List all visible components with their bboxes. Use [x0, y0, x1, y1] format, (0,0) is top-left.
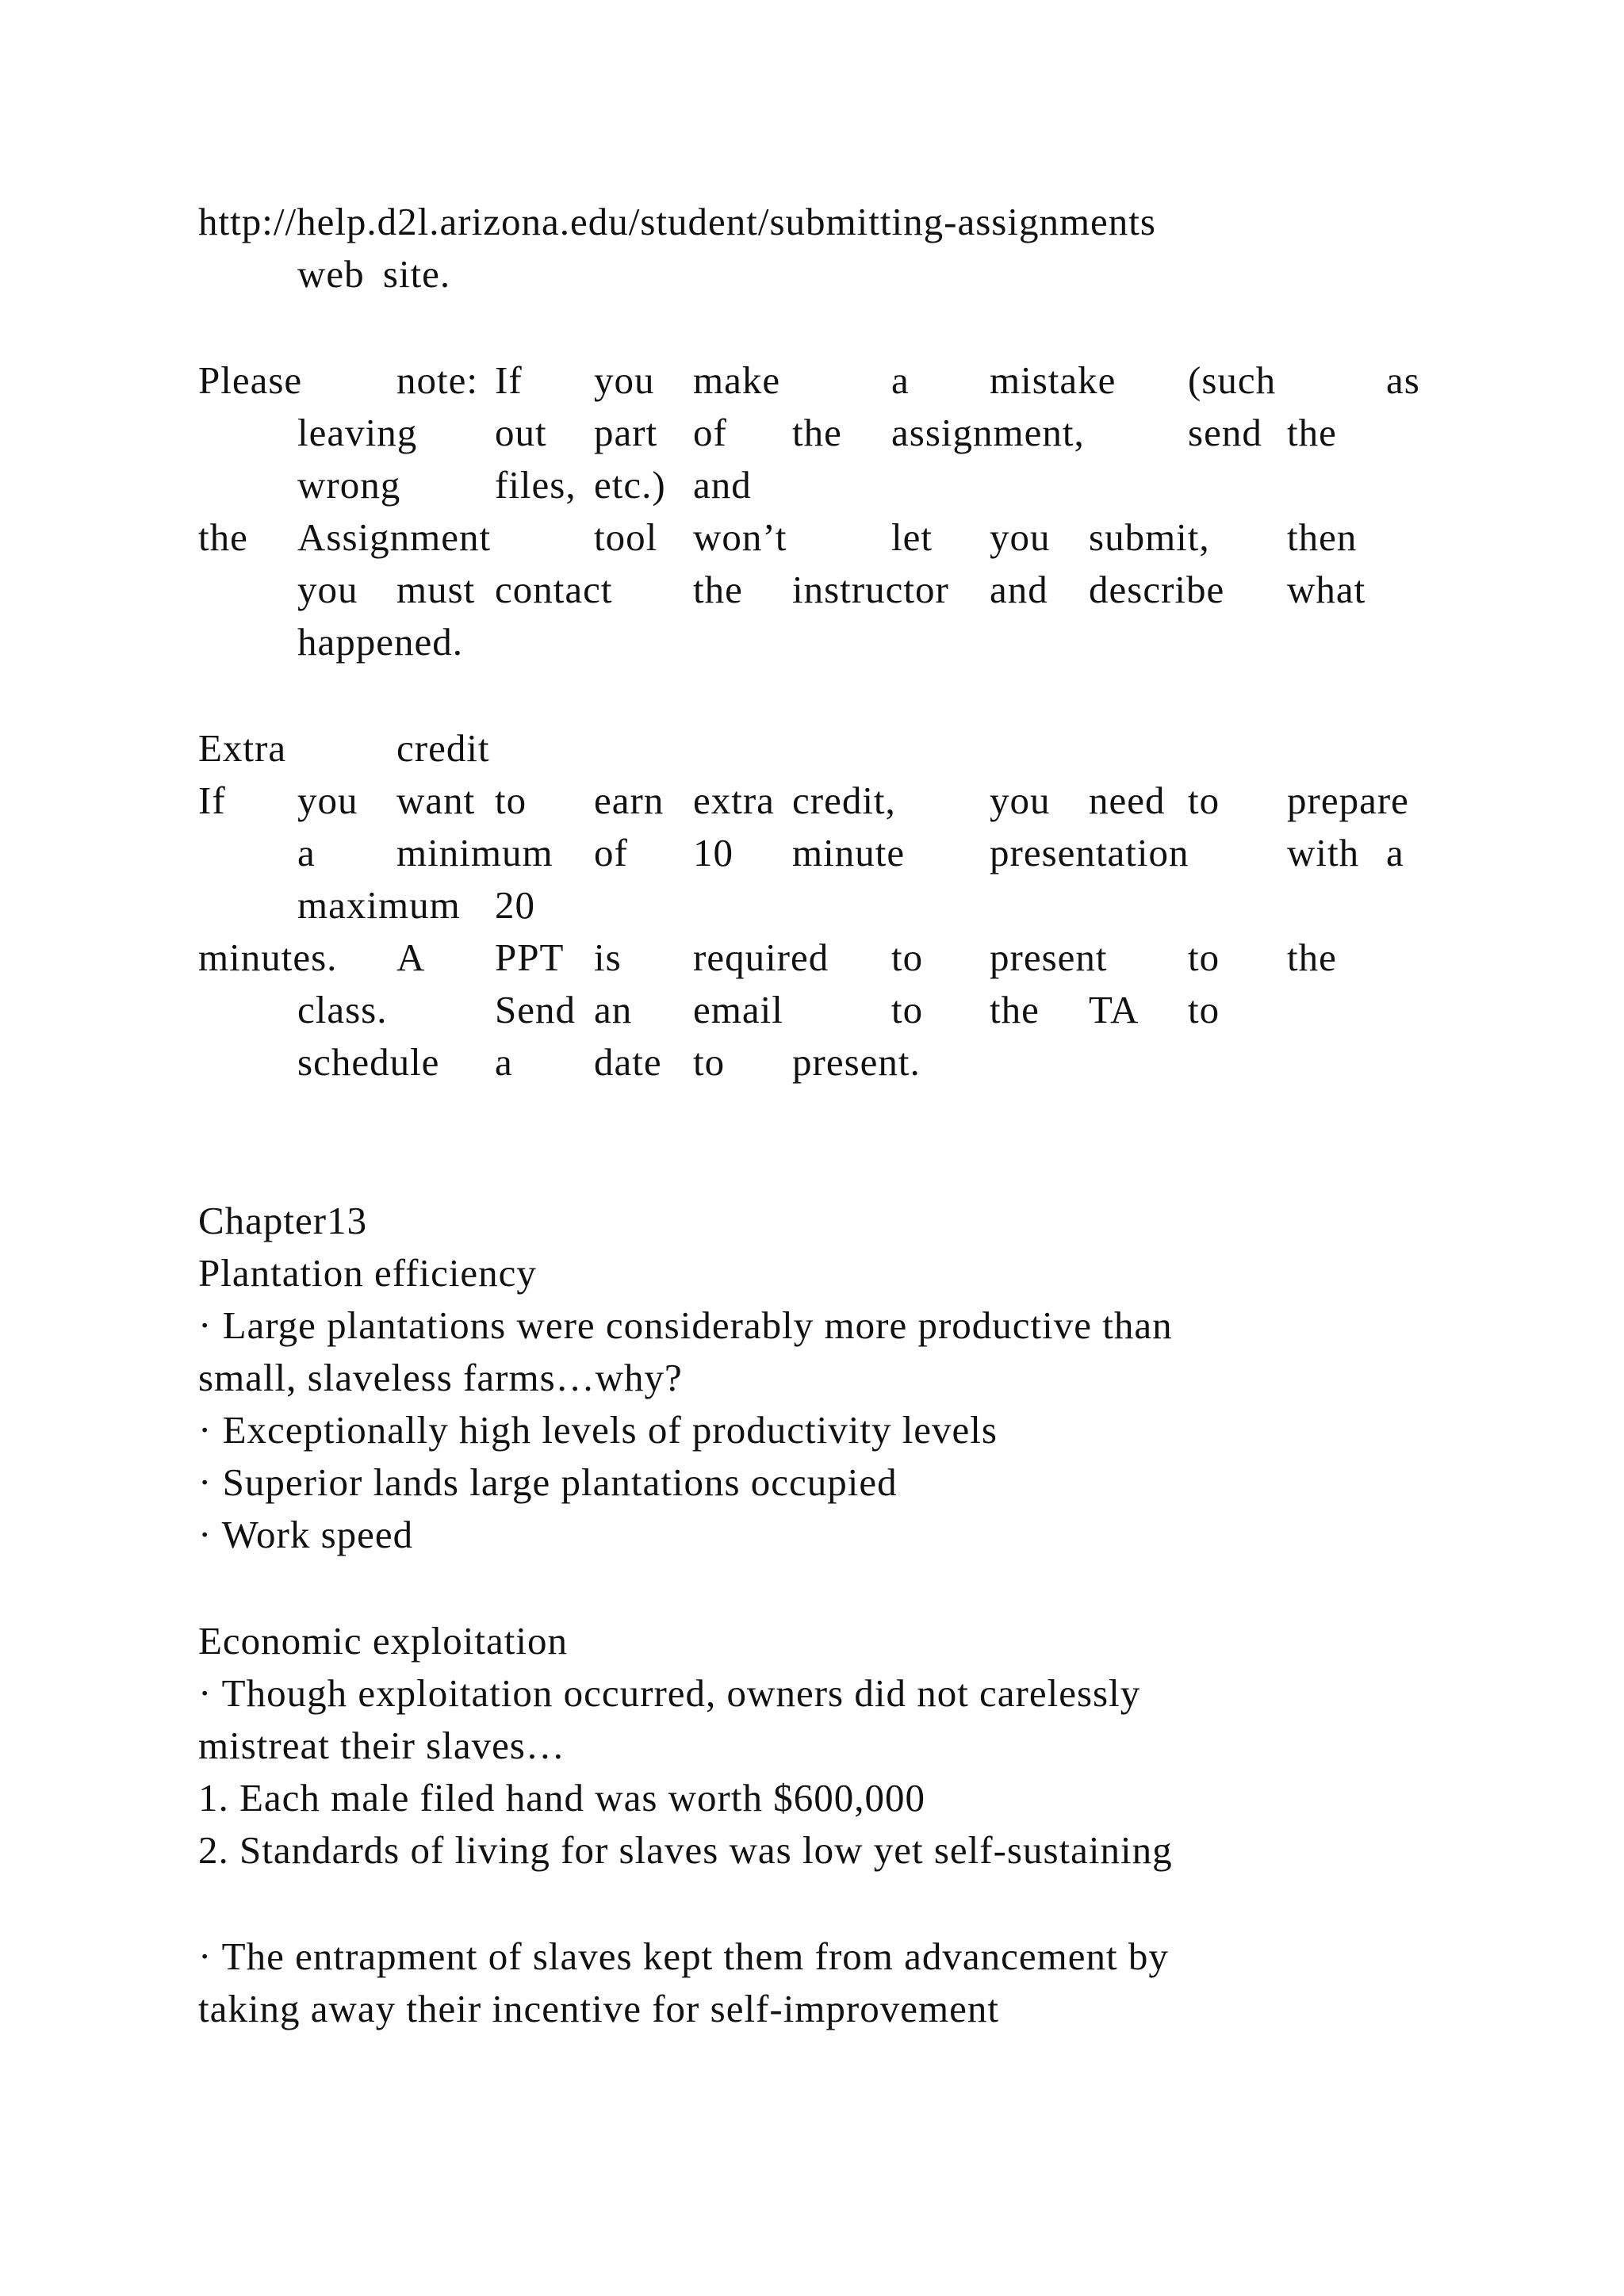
word: present.	[792, 1040, 921, 1084]
extra-line-3	[0, 879, 1624, 932]
word: need	[1089, 779, 1166, 822]
bullet-line	[0, 1509, 1624, 1561]
word: with	[1287, 831, 1360, 874]
word: you	[297, 568, 358, 611]
word: etc.)	[594, 463, 666, 507]
bullet-text: · Though exploitation occurred, owners did not carelessly	[198, 1671, 1141, 1715]
word: minutes.	[198, 936, 338, 979]
word: contact	[495, 568, 613, 611]
word: credit,	[792, 779, 896, 822]
bullet-text: · Large plantations were considerably more productive than	[198, 1303, 1173, 1347]
extra-line-6	[0, 1036, 1624, 1089]
word: minute	[792, 831, 906, 874]
word: note:	[396, 358, 478, 402]
word: the	[198, 515, 248, 559]
bullet-continuation-line	[0, 1352, 1624, 1404]
word: prepare	[1287, 779, 1409, 822]
word: send	[1188, 411, 1262, 454]
chapter-heading: Chapter13	[198, 1199, 368, 1242]
word: make	[693, 358, 781, 402]
word: happened.	[297, 620, 463, 664]
section-title: Economic exploitation	[198, 1619, 568, 1663]
bullet-continuation-line	[0, 1983, 1624, 2035]
numbered-item-text: 2. Standards of living for slaves was low yet self-sustaining	[198, 1828, 1173, 1872]
numbered-item-line	[0, 1824, 1624, 1877]
word: you	[990, 779, 1051, 822]
word: If	[198, 779, 226, 822]
word: leaving	[297, 411, 418, 454]
bullet-line	[0, 1667, 1624, 1720]
word: presentation	[990, 831, 1189, 874]
word: as	[1386, 358, 1420, 402]
word: to	[495, 779, 527, 822]
word: date	[594, 1040, 662, 1084]
word: describe	[1089, 568, 1225, 611]
url-text: http://help.d2l.arizona.edu/student/submitting-assignments	[198, 200, 1156, 243]
word: you	[990, 515, 1051, 559]
word: the	[792, 411, 842, 454]
word: and	[693, 463, 752, 507]
word: to	[1188, 779, 1220, 822]
word: 20	[495, 883, 535, 927]
word: an	[594, 988, 633, 1031]
word: part	[594, 411, 658, 454]
word: extra	[693, 779, 775, 822]
word: email	[693, 988, 783, 1031]
bullet-text: · Superior lands large plantations occupied	[198, 1460, 898, 1504]
bullet-text: small, slaveless farms…why?	[198, 1356, 683, 1399]
word: If	[495, 358, 523, 402]
word: Send	[495, 988, 576, 1031]
bullet-text: · The entrapment of slaves kept them from advancement by	[198, 1934, 1169, 1978]
word: to	[891, 936, 924, 979]
word: must	[396, 568, 476, 611]
note-line-1	[0, 354, 1624, 407]
bullet-text: · Exceptionally high levels of productivity levels	[198, 1408, 998, 1452]
section-title: Plantation efficiency	[198, 1251, 537, 1295]
url-line	[0, 196, 1624, 248]
word: the	[1287, 411, 1337, 454]
word: present	[990, 936, 1108, 979]
word: PPT	[495, 936, 565, 979]
numbered-item-line	[0, 1772, 1624, 1824]
extra-credit-heading	[0, 722, 1624, 775]
url-suffix-line	[0, 248, 1624, 300]
bullet-line	[0, 1456, 1624, 1509]
word: required	[693, 936, 829, 979]
word: instructor	[792, 568, 949, 611]
word: schedule	[297, 1040, 440, 1084]
word: Extra	[198, 726, 287, 770]
word: to	[1188, 988, 1220, 1031]
word: earn	[594, 779, 665, 822]
chapter-heading-line	[0, 1195, 1624, 1247]
word: files,	[495, 463, 576, 507]
bullet-text: mistreat their slaves…	[198, 1724, 565, 1767]
word: you	[594, 358, 655, 402]
note-line-3	[0, 459, 1624, 511]
word: minimum	[396, 831, 553, 874]
word: the	[990, 988, 1040, 1031]
extra-line-2	[0, 827, 1624, 879]
word: to	[1188, 936, 1220, 979]
numbered-item-text: 1. Each male filed hand was worth $600,000	[198, 1776, 925, 1820]
word: won’t	[693, 515, 787, 559]
bullet-text: · Work speed	[198, 1513, 414, 1556]
word: of	[693, 411, 727, 454]
word: out	[495, 411, 547, 454]
word: what	[1287, 568, 1366, 611]
bullet-line	[0, 1299, 1624, 1352]
word: a	[297, 831, 316, 874]
word: mistake	[990, 358, 1116, 402]
word: the	[693, 568, 743, 611]
word: class.	[297, 988, 388, 1031]
note-line-4	[0, 511, 1624, 564]
extra-line-4	[0, 932, 1624, 984]
word: you	[297, 779, 358, 822]
word: a	[891, 358, 910, 402]
word: let	[891, 515, 933, 559]
word: to	[693, 1040, 726, 1084]
word: and	[990, 568, 1048, 611]
word: want	[396, 779, 476, 822]
word: A	[396, 936, 426, 979]
word: wrong	[297, 463, 401, 507]
extra-line-5	[0, 984, 1624, 1036]
bullet-continuation-line	[0, 1720, 1624, 1772]
url-suffix-text: web site.	[297, 252, 451, 296]
word: a	[1386, 831, 1404, 874]
word: then	[1287, 515, 1358, 559]
note-line-2	[0, 407, 1624, 459]
word: credit	[396, 726, 490, 770]
word: the	[1287, 936, 1337, 979]
extra-line-1	[0, 775, 1624, 827]
bullet-line	[0, 1931, 1624, 1983]
note-line-5	[0, 564, 1624, 616]
word: Assignment	[297, 515, 492, 559]
section-title-line	[0, 1615, 1624, 1667]
word: a	[495, 1040, 513, 1084]
word: (such	[1188, 358, 1277, 402]
word: submit,	[1089, 515, 1210, 559]
word: assignment,	[891, 411, 1085, 454]
bullet-text: taking away their incentive for self-improvement	[198, 1987, 999, 2030]
word: TA	[1089, 988, 1139, 1031]
word: 10	[693, 831, 733, 874]
word: Please	[198, 358, 303, 402]
bullet-line	[0, 1404, 1624, 1456]
section-title-line	[0, 1247, 1624, 1299]
word: is	[594, 936, 622, 979]
word: maximum	[297, 883, 461, 927]
word: tool	[594, 515, 658, 559]
word: of	[594, 831, 628, 874]
word: to	[891, 988, 924, 1031]
note-line-6	[0, 616, 1624, 668]
